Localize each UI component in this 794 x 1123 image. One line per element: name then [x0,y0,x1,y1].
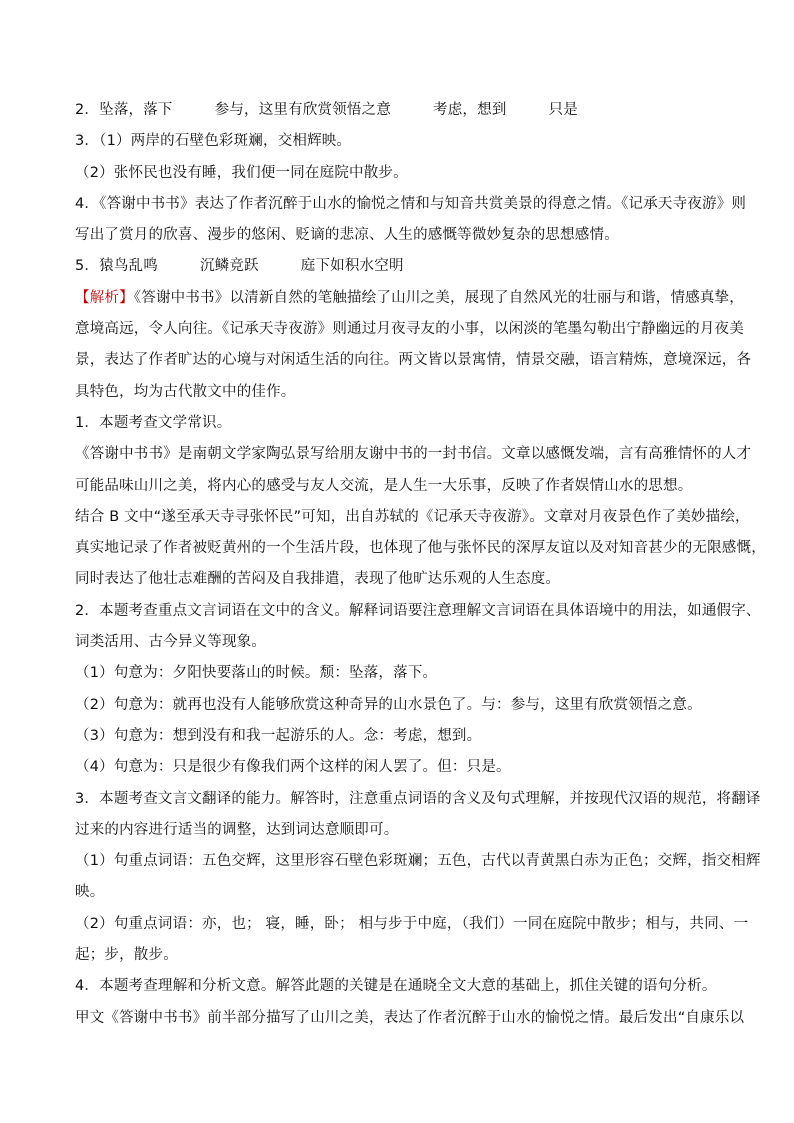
q1-line5: 同时表达了他壮志难酬的苦闷及自我排遣，表现了他旷达乐观的人生态度。 [75,571,561,587]
q3-line1: 3．本题考查文言文翻译的能力。解答时，注意重点词语的含义及句式理解，并按现代汉语的规范，将翻译 [75,791,761,807]
q4-line2: 甲文《答谢中书书》前半部分描写了山川之美，表达了作者沉醉于山水的愉悦之情。最后发出“自康乐以 [75,1010,745,1026]
answer-5-part2: 沉鳞竞跃 [199,258,259,274]
answer-4-line2: 写出了赏月的欣喜、漫步的悠闲、贬谪的悲凉、人生的感慨等微妙复杂的思想感情。 [75,227,619,243]
q1-line3: 结合 B 文中“遂至承天寺寻张怀民”可知，出自苏轼的《记承天寺夜游》。文章对月夜景色作了美妙描绘， [75,509,750,525]
q3-line2: 过来的内容进行适当的调整，达到词达意顺即可。 [75,822,399,838]
answer-4-line1: 4．《答谢中书书》表达了作者沉醉于山水的愉悦之情和与知音共赏美景的得意之情。《记承天寺夜游》则 [75,196,747,212]
answer-2-part4: 只是 [548,102,578,118]
q2-line2: 词类活用、古今异义等现象。 [75,634,267,650]
analysis-tag: 【解析】 [75,290,134,306]
q4-line1: 4．本题考查理解和分析文意。解答此题的关键是在通晓全文大意的基础上，抓住关键的语句分析。 [75,978,717,994]
analysis-paragraph-line4: 具特色，均为古代散文中的佳作。 [75,384,296,400]
answer-5-part1: 5．猿鸟乱鸣 [75,258,158,274]
analysis-paragraph-line3: 景，表达了作者旷达的心境与对闲适生活的向往。两文皆以景寓情，情景交融，语言精炼，意境深远，各 [75,352,752,368]
answer-2-part3: 考虑，想到 [433,102,507,118]
answer-5-line [75,256,404,276]
q2-line1: 2．本题考查重点文言词语在文中的含义。解释词语要注意理解文言词语在具体语境中的用法，如通假字、 [75,603,761,619]
q2-item2: （2）句意为：就再也没有人能够欣赏这种奇异的山水景色了。与：参与，这里有欣赏领悟之意。 [75,697,702,713]
q2-item4: （4）句意为：只是很少有像我们两个这样的闲人罢了。但：只是。 [75,759,511,775]
q1-line4: 真实地记录了作者被贬黄州的一个生活片段，也体现了他与张怀民的深厚友谊以及对知音甚少的无限感慨， [75,540,766,556]
q1-line2: 可能品味山川之美，将内心的感受与友人交流，是人生一大乐事，反映了作者娱情山水的思想。 [75,478,693,494]
analysis-paragraph-line2: 意境高远，令人向往。《记承天寺夜游》则通过月夜寻友的小事，以闲淡的笔墨勾勒出宁静幽远的月夜美 [75,321,744,337]
answer-3-2: （2）张怀民也没有睡，我们便一同在庭院中散步。 [75,165,408,181]
answer-5-part3: 庭下如积水空明 [300,258,404,274]
q3-item2-line1: （2）句重点词语：亦，也； 寝，睡，卧； 相与步于中庭，（我们）一同在庭院中散步；相与，共同、一 [75,916,749,932]
answer-2-part2: 参与，这里有欣赏领悟之意 [214,102,392,118]
q1-heading: 1．本题考查文学常识。 [75,415,232,431]
q1-line1: 《答谢中书书》是南朝文学家陶弘景写给朋友谢中书的一封书信。文章以感慨发端，言有高雅情怀的人才 [75,446,752,462]
q2-item1: （1）句意为：夕阳快要落山的时候。颓：坠落，落下。 [75,665,438,681]
q2-item3: （3）句意为：想到没有和我一起游乐的人。念：考虑，想到。 [75,728,482,744]
q3-item2-line2: 起；步，散步。 [75,947,178,963]
answer-2-line [75,100,578,120]
analysis-line1-text: 《答谢中书书》以清新自然的笔触描绘了山川之美，展现了自然风光的壮丽与和谐，情感真挚， [133,290,744,306]
q3-item1-line2: 映。 [75,884,105,900]
analysis-paragraph-line1 [75,288,744,308]
q3-item1-line1: （1）句重点词语：五色交辉，这里形容石壁色彩斑斓；五色，古代以青黄黑白赤为正色；交辉，指交相辉 [75,853,761,869]
answer-3-1: 3．（1）两岸的石壁色彩斑斓，交相辉映。 [75,133,352,149]
answer-2-part1: 2．坠落，落下 [75,102,173,118]
